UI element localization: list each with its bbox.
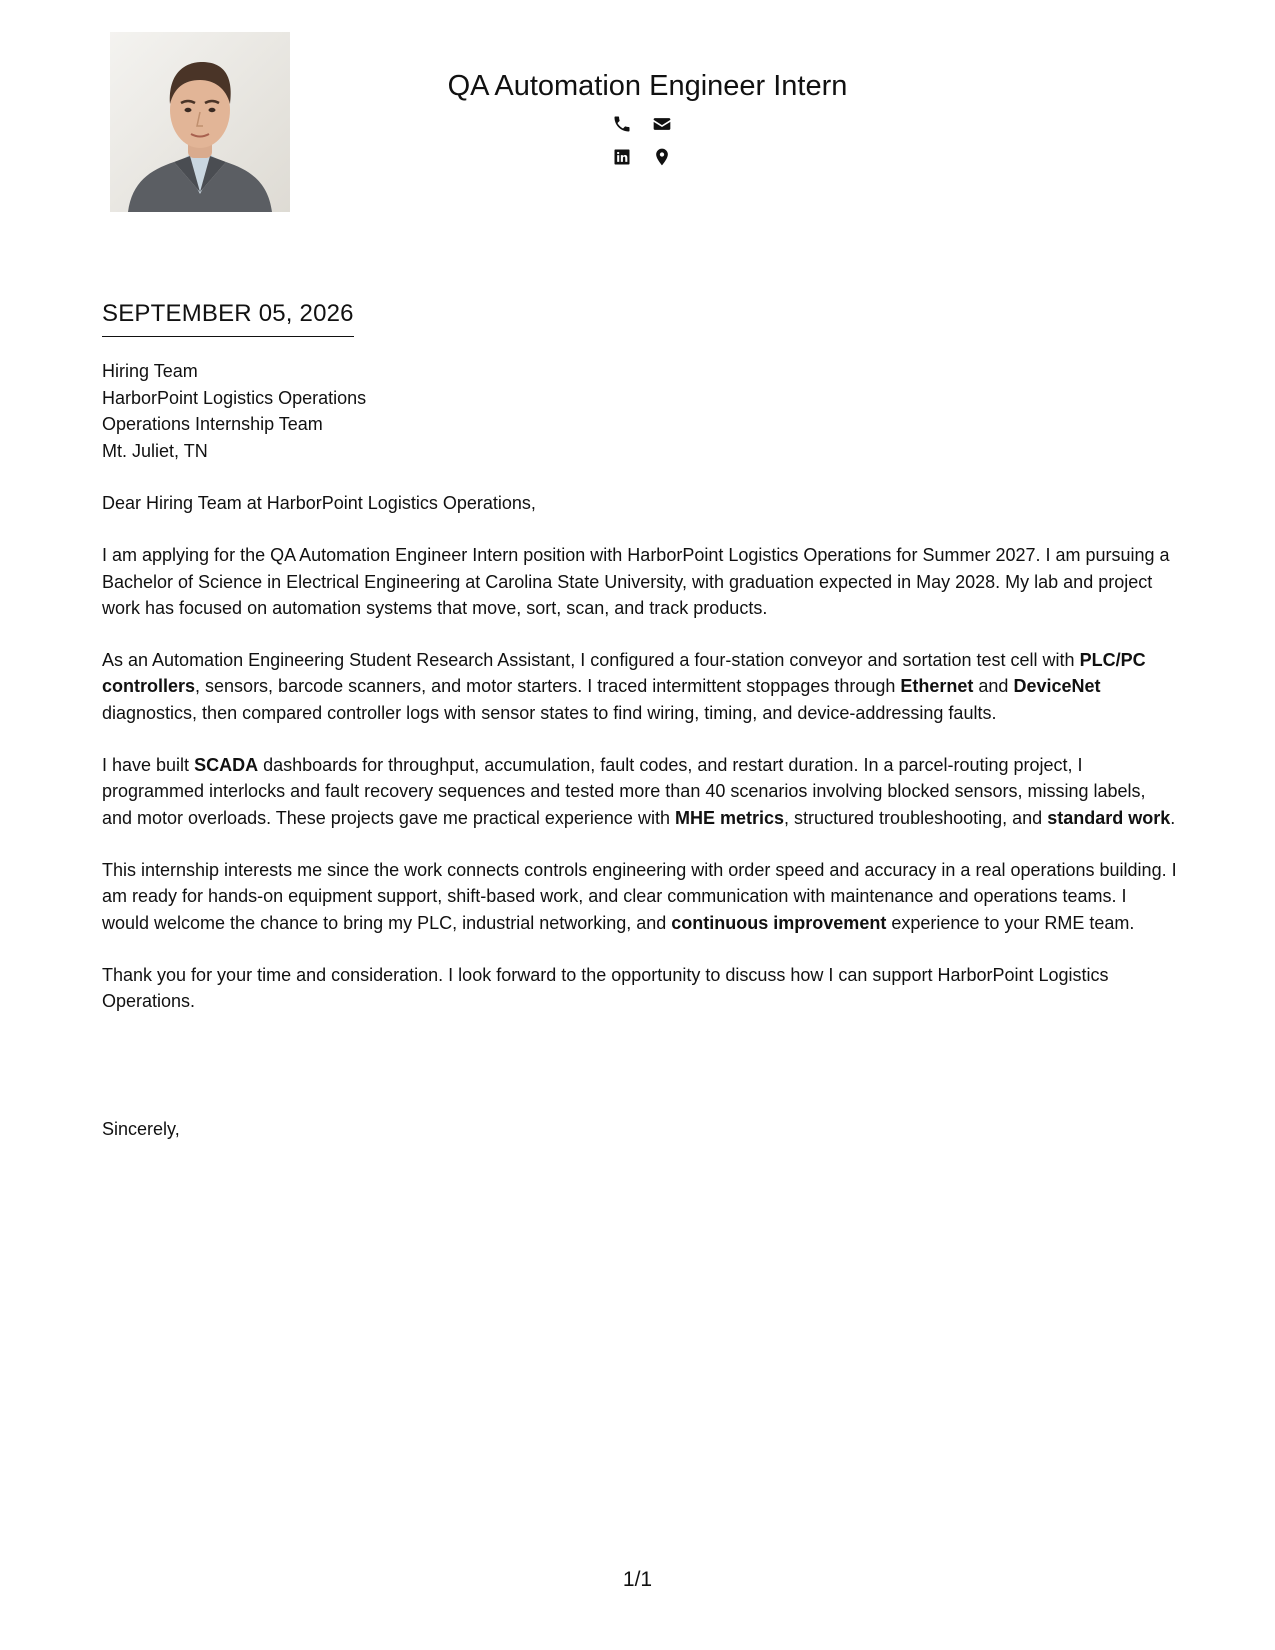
bold-keyword: continuous improvement: [671, 912, 887, 933]
bold-keyword: standard work: [1047, 807, 1171, 828]
bold-keyword: DeviceNet: [1013, 676, 1101, 697]
linkedin-icon[interactable]: [612, 147, 632, 167]
closing: Sincerely,: [102, 1119, 180, 1139]
text-run: dashboards for throughput, accumulation, fault codes, and restart duration. In a parcel-routing project, I programmed interlocks and fault recovery sequences and tested more than 40 scenarios involving blocked sensors, missing labels, and motor overloads. These projects gave me practical experience with: [102, 755, 1146, 828]
text-run: .: [1170, 807, 1176, 828]
letter-body: [102, 490, 1177, 1040]
letter-date: SEPTEMBER 05, 2026: [102, 300, 354, 337]
envelope-icon[interactable]: [652, 114, 672, 134]
paragraph-4: [102, 857, 1177, 936]
text-run: diagnostics, then compared controller logs with sensor states to find wiring, timing, and device-addressing faults.: [102, 702, 997, 723]
paragraph-2: [102, 647, 1177, 726]
bold-keyword: Ethernet: [900, 676, 974, 697]
page-title: QA Automation Engineer Intern: [447, 70, 848, 102]
text-run: experience to your RME team.: [886, 912, 1135, 933]
bold-keyword: MHE metrics: [674, 807, 785, 828]
bold-keyword: PLC/PC controllers: [102, 650, 1146, 697]
text-run: I have built: [102, 755, 195, 776]
text-run: , sensors, barcode scanners, and motor starters. I traced intermittent stoppages through: [195, 676, 901, 697]
salutation: Dear Hiring Team at HarborPoint Logistics Operations,: [102, 493, 536, 513]
text-run: This internship interests me since the work connects controls engineering with order speed and accuracy in a real operations building. I am ready for hands-on equipment support, shift-based work, and clear communication with maintenance and operations teams. I would welcome the chance to bring my PLC, industrial networking, and: [102, 859, 1177, 933]
paragraph-3: [102, 752, 1177, 831]
contact-row-1: [0, 114, 1275, 134]
paragraph-1: I am applying for the QA Automation Engineer Intern position with HarborPoint Logistics Operations for Summer 2027. I am pursuing a Bachelor of Science in Electrical Engineering at Carolina State University, with graduation expected in May 2028. My lab and project work has focused on automation systems that move, sort, scan, and track products.: [102, 545, 1170, 618]
recipient-line: Mt. Juliet, TN: [102, 440, 208, 461]
page-number: 1/1: [622, 1568, 653, 1591]
map-pin-icon[interactable]: [652, 147, 672, 167]
bold-keyword: SCADA: [194, 755, 259, 776]
recipient-line: Hiring Team: [102, 361, 198, 381]
phone-icon[interactable]: [612, 114, 632, 134]
text-run: , structured troubleshooting, and: [784, 807, 1048, 828]
recipient-line: HarborPoint Logistics Operations: [102, 387, 367, 408]
text-run: As an Automation Engineering Student Research Assistant, I configured a four-station conveyor and sortation test cell with: [102, 650, 1080, 671]
text-run: and: [973, 676, 1014, 697]
contact-row-2: [0, 147, 1275, 167]
recipient-line: Operations Internship Team: [102, 414, 323, 434]
recipient-address: [102, 358, 366, 464]
paragraph-5: Thank you for your time and consideration. I look forward to the opportunity to discuss how I can support HarborPoint Logistics Operations.: [102, 964, 1109, 1012]
